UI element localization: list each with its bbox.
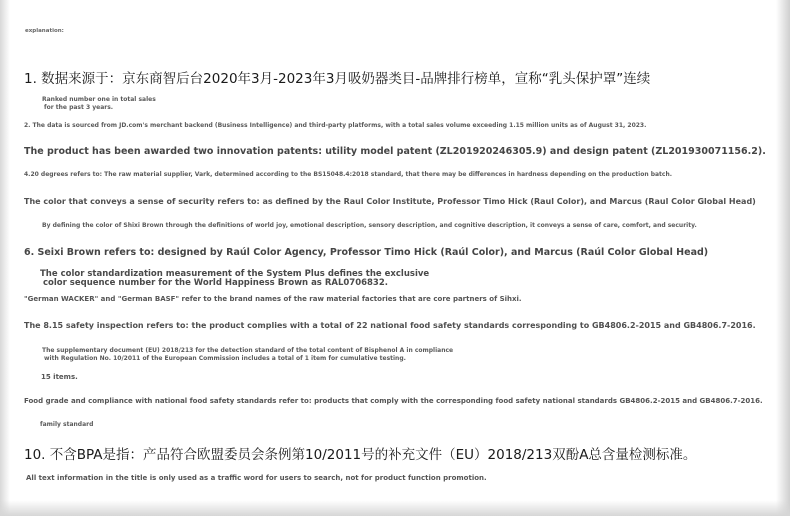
note-item-2: 2. The data is sourced from JD.com's merchant backend (Business Intelligence) and third-party platforms, with a total sales volume exceeding 1.15 million units as of August 31, 2023.	[24, 122, 647, 129]
note-item-6-subnote-line-2: color sequence number for the World Happiness Brown as RAL0706832.	[43, 278, 388, 288]
note-item-8-count: 15 items.	[41, 373, 78, 381]
note-item-8-subnote	[42, 347, 453, 362]
note-item-7: "German WACKER" and "German BASF" refer to the brand names of the raw material factories that are core partners of Sihxi.	[24, 295, 522, 303]
note-item-10: 10. 不含BPA是指：产品符合欧盟委员会条例第10/2011号的补充文件（EU）2018/213双酚A总含量检测标准。	[24, 447, 697, 463]
note-item-8-subnote-line-1: The supplementary document (EU) 2018/213 for the detection standard of the total content of Bisphenol A in compliance	[42, 347, 454, 354]
note-item-3: The product has been awarded two innovation patents: utility model patent (ZL201920246305.9) and design patent (ZL201930071156.2).	[24, 146, 766, 157]
note-item-6-subnote	[40, 270, 429, 288]
note-item-5: The color that conveys a sense of security refers to: as defined by the Raul Color Institute, Professor Timo Hick (Raul Color), and Marcus (Raul Color Global Head)	[24, 197, 756, 206]
left-edge-shadow	[0, 0, 10, 516]
note-item-1-subnote-line-2: for the past 3 years.	[44, 103, 114, 111]
note-item-8: The 8.15 safety inspection refers to: the product complies with a total of 22 national food safety standards corresponding to GB4806.2-2015 and GB4806.7-2016.	[24, 321, 756, 330]
note-item-6: 6. Seixi Brown refers to: designed by Raúl Color Agency, Professor Timo Hick (Raúl Color), and Marcus (Raúl Color Global Head)	[24, 247, 709, 258]
note-item-8-subnote-line-2: with Regulation No. 10/2011 of the European Commission includes a total of 1 item for cumulative testing.	[44, 354, 406, 362]
note-item-5-subnote: By defining the color of Shixi Brown through the definitions of world joy, emotional description, sensory description, and cognitive description, it conveys a sense of care, comfort, and security.	[42, 222, 697, 229]
right-edge-shadow	[776, 0, 790, 516]
note-item-1: 1. 数据来源于：京东商智后台2020年3月-2023年3月吸奶器类目-品牌排行榜单，宣称“乳头保护罩”连续	[24, 71, 651, 87]
page-heading: explanation:	[25, 28, 64, 34]
footer-disclaimer: All text information in the title is only used as a traffic word for users to search, not for product function promotion.	[26, 474, 487, 482]
note-item-1-subnote-line-1: Ranked number one in total sales	[42, 96, 156, 103]
note-item-9: Food grade and compliance with national food safety standards refer to: products that comply with the corresponding food safety national standards GB4806.2-2015 and GB4806.7-2016.	[24, 397, 763, 405]
note-item-1-subnote	[42, 96, 156, 111]
note-item-4: 4.20 degrees refers to: The raw material supplier, Vark, determined according to the BS15048.4:2018 standard, that there may be differences in hardness depending on the production batch.	[24, 171, 673, 178]
note-item-9-subnote: family standard	[40, 421, 94, 428]
note-item-6-subnote-line-1: The color standardization measurement of the System Plus defines the exclusive	[40, 269, 430, 279]
bottom-edge-shadow	[0, 500, 790, 516]
